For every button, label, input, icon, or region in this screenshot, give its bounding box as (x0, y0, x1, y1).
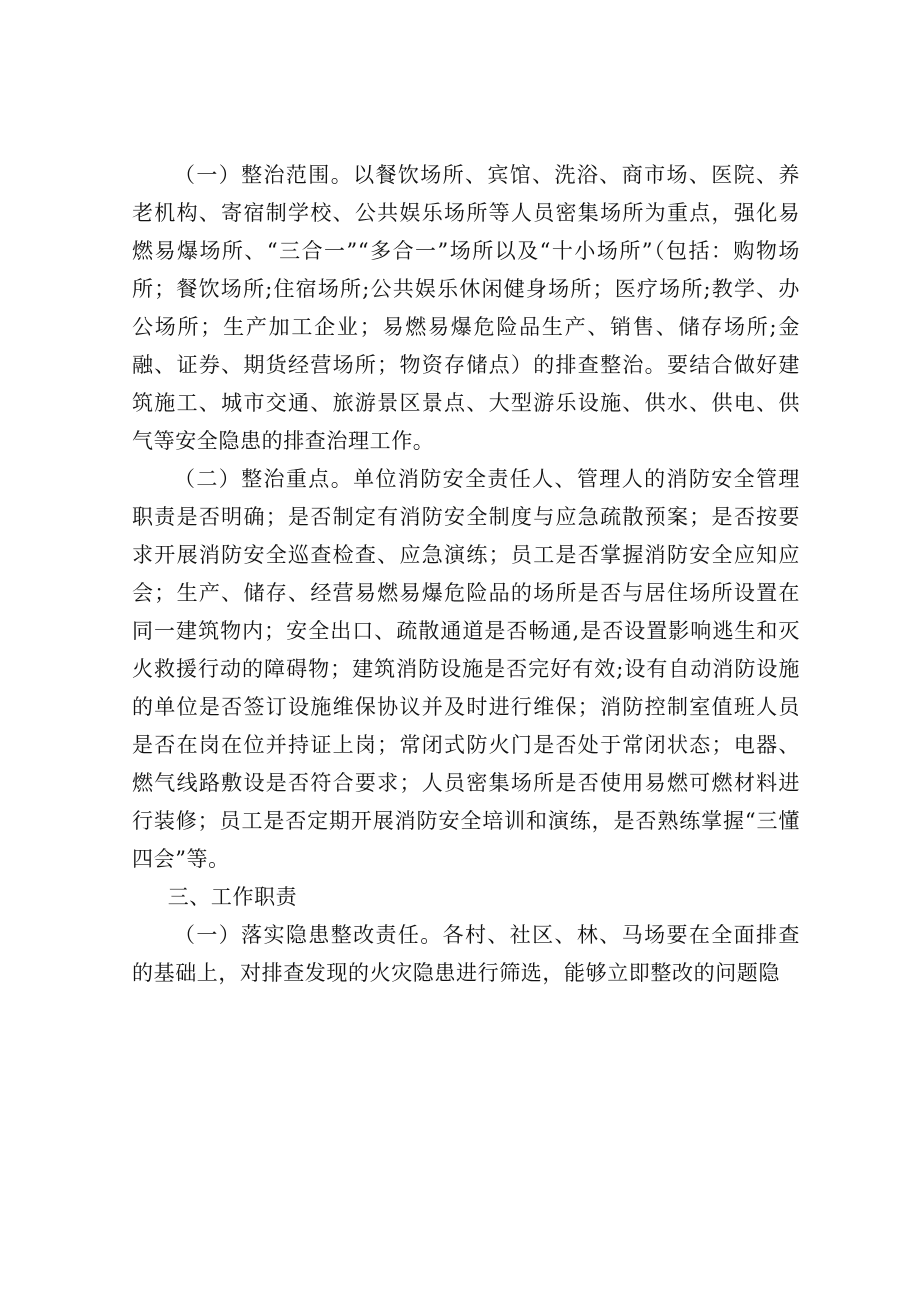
paragraph-rectification-scope: （一）整治范围。以餐饮场所、宾馆、洗浴、商市场、医院、养老机构、寄宿制学校、公共娱乐场所等人员密集场所为重点，强化易燃易爆场所、“三合一”“多合一”场所以及“十小场所”（包括：购物场所；餐饮场所;住宿场所;公共娱乐休闲健身场所；医疗场所;教学、办公场所；生产加工企业；易燃易爆危险品生产、销售、储存场所;金融、证券、期货经营场所；物资存储点）的排查整治。要结合做好建筑施工、城市交通、旅游景区景点、大型游乐设施、供水、供电、供气等安全隐患的排查治理工作。 (132, 163, 800, 453)
paragraph-hazard-responsibility: （一）落实隐患整改责任。各村、社区、林、马场要在全面排查的基础上，对排查发现的火灾隐患进行筛选，能够立即整改的问题隐 (132, 923, 800, 985)
section-heading-work-duties: 三、工作职责 (167, 885, 298, 909)
paragraph-rectification-focus: （二）整治重点。单位消防安全责任人、管理人的消防安全管理职责是否明确；是否制定有消防安全制度与应急疏散预案；是否按要求开展消防安全巡查检查、应急演练；员工是否掌握消防安全应知应会；生产、储存、经营易燃易爆危险品的场所是否与居住场所设置在同一建筑物内；安全出口、疏散通道是否畅通,是否设置影响逃生和灭火救援行动的障碍物；建筑消防设施是否完好有效;设有自动消防设施的单位是否签订设施维保协议并及时进行维保；消防控制室值班人员是否在岗在位并持证上岗；常闭式防火门是否处于常闭状态；电器、燃气线路敷设是否符合要求；人员密集场所是否使用易燃可燃材料进行装修；员工是否定期开展消防安全培训和演练，是否熟练掌握“三懂四会”等。 (132, 467, 800, 871)
document-body (132, 156, 800, 992)
